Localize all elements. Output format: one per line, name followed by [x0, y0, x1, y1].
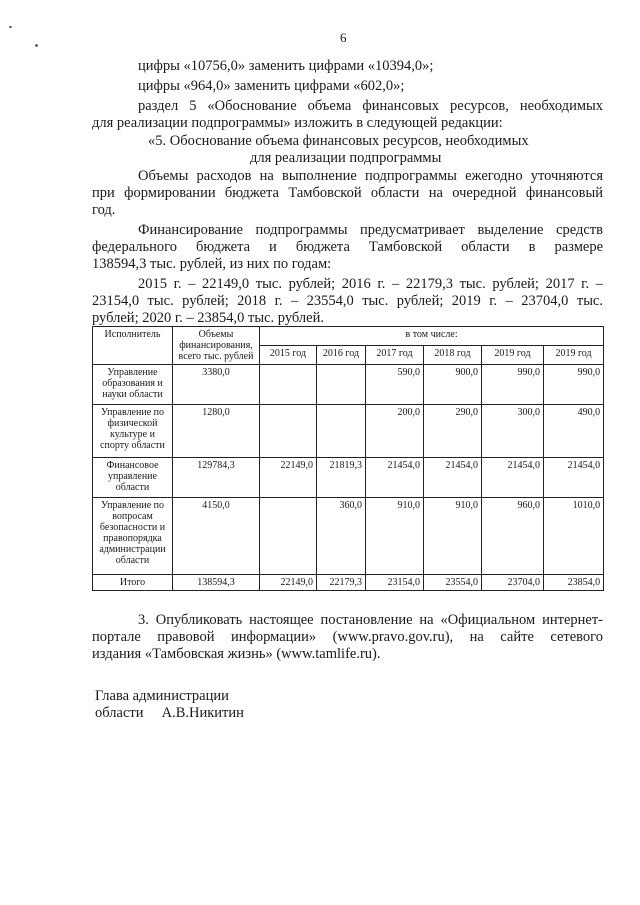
row-value — [317, 365, 366, 405]
header-year: 2019 год — [544, 346, 604, 365]
signature-name: области А.В.Никитин — [95, 705, 244, 721]
header-year: 2016 год — [317, 346, 366, 365]
row-value: 290,0 — [424, 405, 482, 458]
row-value: 960,0 — [482, 498, 544, 575]
row-value: 360,0 — [317, 498, 366, 575]
row-value: 910,0 — [424, 498, 482, 575]
text-line: для реализации подпрограммы» изложить в следующей редакции: — [92, 115, 503, 131]
row-value: 200,0 — [366, 405, 424, 458]
text-line: при формировании бюджета Тамбовской области на очередной финансовый — [92, 185, 603, 201]
row-total: 1280,0 — [173, 405, 260, 458]
text-line: Финансирование подпрограммы предусматривает выделение средств — [138, 222, 603, 238]
row-value: 490,0 — [544, 405, 604, 458]
row-value: 23554,0 — [424, 575, 482, 591]
text-line: издания «Тамбовская жизнь» (www.tamlife.ru). — [92, 646, 381, 662]
header-total: Объемы финансирования, всего тыс. рублей — [173, 327, 260, 365]
row-value: 21819,3 — [317, 458, 366, 498]
financing-table — [92, 326, 604, 591]
row-value — [317, 405, 366, 458]
row-total: 129784,3 — [173, 458, 260, 498]
row-value: 21454,0 — [482, 458, 544, 498]
text-line: портале правовой информации» (www.pravo.gov.ru), на сайте сетевого — [92, 629, 603, 645]
row-value: 1010,0 — [544, 498, 604, 575]
section-heading-line: для реализации подпрограммы — [250, 150, 442, 166]
header-year: 2018 год — [424, 346, 482, 365]
row-value: 990,0 — [544, 365, 604, 405]
text-line: год. — [92, 202, 116, 218]
text-line: 138594,3 тыс. рублей, из них по годам: — [92, 256, 332, 272]
table-row — [93, 458, 604, 498]
table-row — [93, 405, 604, 458]
text-line: цифры «10756,0» заменить цифрами «10394,0»; — [138, 58, 434, 74]
row-value: 990,0 — [482, 365, 544, 405]
row-total: 138594,3 — [173, 575, 260, 591]
row-executor: Финансовое управление области — [93, 458, 173, 498]
header-executor: Исполнитель — [93, 327, 173, 365]
row-executor: Управление по вопросам безопасности и правопорядка администрации области — [93, 498, 173, 575]
row-executor: Управление по физической культуре и спорту области — [93, 405, 173, 458]
row-value: 910,0 — [366, 498, 424, 575]
row-value: 590,0 — [366, 365, 424, 405]
row-value: 300,0 — [482, 405, 544, 458]
row-value: 900,0 — [424, 365, 482, 405]
header-including: в том числе: — [260, 327, 604, 346]
row-value: 23704,0 — [482, 575, 544, 591]
table-row — [93, 498, 604, 575]
header-year: 2019 год — [482, 346, 544, 365]
scan-speck — [9, 26, 12, 28]
text-line: федерального бюджета и бюджета Тамбовской области в размере — [92, 239, 603, 255]
row-total: 3380,0 — [173, 365, 260, 405]
row-executor: Управление образования и науки области — [93, 365, 173, 405]
header-year: 2017 год — [366, 346, 424, 365]
row-value: 22149,0 — [260, 458, 317, 498]
row-value: 21454,0 — [366, 458, 424, 498]
text-line: Объемы расходов на выполнение подпрограммы ежегодно уточняются — [138, 168, 603, 184]
section-heading-line: «5. Обоснование объема финансовых ресурсов, необходимых — [148, 133, 529, 149]
text-line: цифры «964,0» заменить цифрами «602,0»; — [138, 78, 405, 94]
text-line: 2015 г. – 22149,0 тыс. рублей; 2016 г. – 22179,3 тыс. рублей; 2017 г. – — [138, 276, 603, 292]
text-line: раздел 5 «Обоснование объема финансовых ресурсов, необходимых — [138, 98, 603, 114]
row-value: 22179,3 — [317, 575, 366, 591]
text-line: 23154,0 тыс. рублей; 2018 г. – 23554,0 тыс. рублей; 2019 г. – 23704,0 тыс. — [92, 293, 603, 309]
table-header-row — [93, 327, 604, 346]
row-value — [260, 365, 317, 405]
signature-title: Глава администрации — [95, 688, 229, 704]
scan-speck — [35, 44, 38, 47]
page-number: 6 — [340, 30, 347, 45]
row-value: 21454,0 — [424, 458, 482, 498]
row-executor: Итого — [93, 575, 173, 591]
text-line: рублей; 2020 г. – 23854,0 тыс. рублей. — [92, 310, 324, 326]
row-value: 23854,0 — [544, 575, 604, 591]
row-value: 23154,0 — [366, 575, 424, 591]
row-total: 4150,0 — [173, 498, 260, 575]
row-value: 22149,0 — [260, 575, 317, 591]
row-value: 21454,0 — [544, 458, 604, 498]
row-value — [260, 405, 317, 458]
header-year: 2015 год — [260, 346, 317, 365]
table-row — [93, 365, 604, 405]
text-line: 3. Опубликовать настоящее постановление на «Официальном интернет- — [138, 612, 603, 628]
row-value — [260, 498, 317, 575]
table-total-row — [93, 575, 604, 591]
